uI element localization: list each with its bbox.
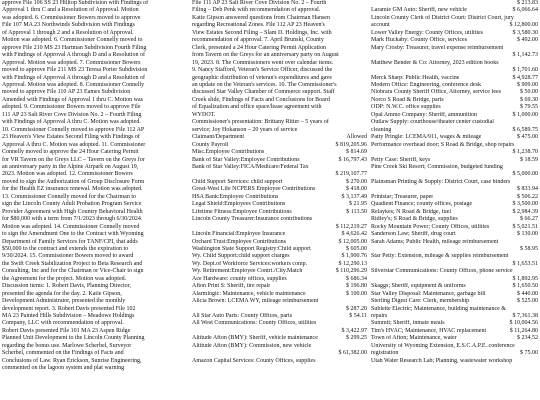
text-line: 10. Commissioner Connelly moved to approve File 112 AP [2,126,145,133]
claim-amount: $ 418.00 [346,186,367,193]
text-line: Approval. Motion was adopted. 7. Commissioner Bowers [2,59,141,66]
text-line: the Agreement for the project. Motion was adopted. [2,275,127,282]
claim-amount: $ 11,264.80 [509,327,538,334]
claim-row [192,134,367,141]
claim-row [371,142,538,149]
text-line: File 107 MA 23 Northwinds Subdivision with Findings [2,22,135,29]
claim-amount: $ 492.00 [517,37,538,44]
claim-amount: $ 69.30 [520,96,538,103]
claimant-label: account [371,22,390,29]
text-line: Filing – Deb Penk with recommendation of approval. [192,7,321,14]
text-line: File 111 AP 23 Salt River Cove Division No. 2 – Fourth [192,0,327,6]
claim-amount: $ 270.00 [346,178,367,185]
claimant-label: Niobrara County Sheriff Office, Attorney, service fees [371,89,502,96]
claim-amount: $ 5,021.51 [512,223,538,230]
claim-amount: $ 66.27 [520,216,538,223]
text-line: Department of Family Services for TANF/CPI, that adds [2,238,138,245]
claim-amount: $ 1,650.50 [512,283,538,290]
claim-row [192,350,367,357]
text-line: Discussion items: 1. Robert Davis, Planning Director, [2,283,131,290]
claimant-label: Sterling Digest Care: Clerk, membership [371,298,470,305]
text-line: Approval A thru C. Motion was adopted. 11. Commissioner [2,141,146,148]
claimant-label: Laramie GM Auto: Sheriff, new vehicle [371,7,467,14]
text-line: service; Joy Hokanson – 20 years of service [192,126,298,133]
claim-amount: $ 50.00 [520,89,538,96]
text-line: Amended with Findings of Approval 1 thru C. Motion was [2,96,143,103]
claimant-label: Quadient Finance; county offices, postage [371,201,473,208]
claimant-label: Norco S Road & Bridge, parts [371,96,444,103]
claim-row [192,186,367,193]
text-line: Approval. Motion was adopted. 8. Commissioner Connelly [2,81,145,88]
claimant-label: Alicia Brown: LCEMA WY, mileage reimbursement [192,298,319,305]
claim-row [371,343,538,350]
claimant-label: Plainsman Printing & Supply: District Court, case binders [371,178,511,185]
claim-row [371,253,538,260]
text-line: Motion was adopted. 14. Commissioner Connelly moved [2,223,140,230]
claim-row [192,320,367,327]
claim-row [192,328,367,335]
claimant-label: All Star Auto Parts: County Offices, parts [192,313,293,320]
text-line: was adopted. 6. Commissioner Bowers moved to approve [2,14,141,21]
claim-row [371,37,538,44]
text-line: 9. Nancy Stafford, Veteran's Service Officer, discussed the [192,67,333,74]
claim-row [371,268,538,275]
text-line: commented on the lagoon system and plat warning [2,365,125,372]
claim-row [371,157,538,164]
claim-amount: $ 12,290.13 [338,260,367,267]
claimant-label: Modern Office: Engineering, conference desk [371,81,482,88]
claim-row [371,231,538,238]
claim-amount: $ 113.50 [346,208,367,215]
claim-row [371,239,538,246]
claim-row [371,320,538,327]
claim-amount: $ 3,137.49 [341,193,367,200]
column-claims-vendors [371,0,538,400]
claim-row [192,253,367,260]
claimant-label: Lincoln County Treasurer:Insurance contributions [192,216,313,223]
claim-amount: $ 506.22 [517,193,538,200]
claimant-label: Merck Sharp: Public Health, vaccine [371,74,460,81]
claim-amount: $ 234.52 [517,335,538,342]
text-line: with Findings of Approval A thru C. Motion was adopted. [2,119,141,126]
claimant-label: All West Communications: County Offices, utilities [192,320,317,327]
claim-row [192,335,367,342]
claim-row [192,142,367,149]
claim-amount: $ 6,589.75 [512,126,538,133]
claimant-label: Altitude Afton (BMY): Commission, new vehicle [192,342,312,349]
text-line: development report. 3. Robert Davis presented File 102 [2,305,136,312]
claimant-label: repairs [371,313,388,320]
claim-row [371,328,538,335]
text-line: 111 AP 23 Salt River Cove Division No. 2 – Fourth Filing [2,111,142,118]
claim-amount: $ 475.00 [517,134,538,141]
claim-amount: $ 3,580.30 [512,29,538,36]
claimant-label: Mark Huckaby: County Office, services [371,37,468,44]
claimant-label: Summit; Sheriff, inmate meals [371,320,445,327]
text-line: discussed Star Valley Chamber of Commerce support. Staff [192,89,335,96]
claimant-label: Ace Hardware: county offices, supplies [192,275,287,282]
claim-amount: $ 110,296.29 [335,268,367,275]
claim-row [192,276,367,283]
claimant-label: Star Valley Disposal: Maintenance, garbage bill [371,290,486,297]
claim-row [371,291,538,298]
claim-row [371,134,538,141]
claim-amount: $ 10,004.56 [509,320,538,327]
text-line: View Estates Second Filing – Slam D. Holdings, Inc. with [192,29,332,36]
claimant-label: Lifetime Fitness:Employee Contributions [192,208,292,215]
text-line: Commissioner's presentation: Brittany Ritter – 5 years of [192,119,329,126]
claim-amount: $ 219,107.77 [335,171,367,178]
claim-row [371,246,538,253]
claimant-label: Wy. Retirement:Employee Contri./City.Match [192,268,303,275]
claim-row [371,149,538,156]
claimant-label: Orchard Trust:Employee Contributions [192,238,286,245]
claim-amount: $ 909.00 [517,81,538,88]
claim-row [192,358,367,365]
claim-row [371,60,538,67]
claimant-label: Printstar; Treasurer, paper [371,193,434,200]
claimant-label: Opal Ammo Company: Sheriff, ammunition [371,111,478,118]
text-line: Motion was adopted. 6. Commissioner Connelly moved to [2,37,143,44]
claimant-label: Wy. Child Support:child support charges [192,253,290,260]
claim-amount: $ 75.00 [520,350,538,357]
claimant-label: Outlaw Supply: courthouse/theater center custodial [371,119,494,126]
text-line: for VR Tavern on the Greys LLC – Tavern on the Greys for [2,156,145,163]
claim-row [371,283,538,290]
claim-row [371,7,538,14]
claim-row [192,201,367,208]
claimant-label: Matthew Bender & Co: Attorney, 2023 edition books [371,59,499,66]
claimant-label: Rocky Mountain Power; County Offices, utilities [371,223,490,230]
claim-amount: $ 1,238.70 [512,149,538,156]
claimant-label: Patty Pringle: LCEMA/911, wages & mileage [371,134,482,141]
claimant-label: registration [371,350,399,357]
claim-row [192,179,367,186]
claim-amount: $ 686.34 [346,275,367,282]
claimant-label: Mary Crosby: Treasurer, travel expense reimbursement [371,44,504,51]
text-line: an anniversary party in the Alpine Airpark on August 19, [2,163,139,170]
claimant-label: Child Support Services: child support [192,178,283,185]
claim-row [192,246,367,253]
text-line: Katie Gipson answered questions from Chairman Hansen [192,14,330,21]
text-line: Creek slide, Findings of Facts and Conclusions for Board [192,96,330,103]
text-line: Approval 1 thru C and a Resolution of Approval. Motion [2,7,139,14]
claim-row [192,224,367,231]
claim-row [192,306,367,313]
text-line: recommendation of approval. 7. April Brunski, County [192,37,324,44]
claim-row [371,179,538,186]
text-line: moved to approve File 211 MS 23 Teresa Porter Subdivision [2,67,148,74]
claimant-label: Performance overhead door; S Road & Bridge, shop repairs [371,141,515,148]
claimant-label: HSA Bank:Employee Contributions [192,193,279,200]
claimant-label: Lincoln County Clerk of District Court: District Court, jury [371,14,514,21]
text-line: from Tavern on the Greys for an anniversary party on August [192,52,339,59]
claim-row [371,216,538,223]
claim-amount: $ 1,701.60 [512,67,538,74]
claim-amount: $ 287.20 [346,305,367,312]
claimant-label: Claimant/Department [192,134,244,141]
claim-row [371,306,538,313]
text-line: Connelly moved to approve the 24 Hour Catering Permit [2,149,139,156]
claim-row [192,149,367,156]
claim-row [371,30,538,37]
claim-amount: $ 58.95 [520,245,538,252]
text-line: Planned Unit Development to the Lincoln County Planning [2,335,145,342]
text-line: for the Health EZ insurance renewal. Motion was adopted. [2,186,143,193]
text-line: Provider Agreement with High Country Behavioral Health [2,208,143,215]
text-line: Conclusions of Law. Ryan Erickson, Sunrise Engineering, [2,357,142,364]
text-line: with Findings of Approval A through D and a Resolution of [2,74,145,81]
claim-amount: $ 814.69 [346,149,367,156]
claim-amount: $ 100.00 [346,290,367,297]
claim-amount: $ 18.59 [520,156,538,163]
claim-row [371,52,538,59]
claim-amount: $ 3,422.97 [341,327,367,334]
claim-amount: $ 16,797.43 [338,156,367,163]
claimant-label: Sarah Adams; Public Health, mileage reimbursement [371,238,499,245]
claim-row [371,119,538,126]
claim-row [192,298,367,305]
claim-row [192,157,367,164]
claim-row [371,97,538,104]
claim-row [371,112,538,119]
claim-amount: $ 299.25 [346,335,367,342]
text-line: with Findings of Approval A through D and a Resolution of [2,52,145,59]
claim-row [192,171,367,178]
claim-amount: $ 1,892.95 [512,275,538,282]
claim-amount: $ 61,382.00 [338,350,367,357]
claim-amount: $ 819,205.96 [335,141,367,148]
claim-row [371,261,538,268]
claim-row [192,313,367,320]
column-minutes [2,0,188,400]
claim-amount: $ 213.83 [517,0,538,6]
claimant-label: Skaggs; Sheriff, equipment & uniforms [371,283,466,290]
claim-row [371,224,538,231]
claim-amount: $ 79.55 [520,104,538,111]
claim-row [371,335,538,342]
text-line: of Approval 1 through 2 and a Resolution of Approval. [2,29,134,36]
claimant-label: Alarmlogic: Maintenance, vehicle maintenance [192,290,306,297]
claimant-label: Sanderson Law; Sheriff, drug court [371,231,456,238]
text-line: presented the agenda for the day. 2. Katie Gipson, [2,290,122,297]
claim-row [192,231,367,238]
claimant-label: Lincoln Financial:Employee Insurance [192,231,286,238]
claimant-label: Ridley's; S Road & Bridge, supplies [371,216,458,223]
claim-row [192,291,367,298]
text-line: Robert Davis presented File 101 MA 23 Aspen Ridge [2,327,131,334]
claim-amount: $ 833.94 [517,186,538,193]
claimant-label: Wy. Dept.of Workforce Services:workers comp. [192,260,308,267]
text-line: for $80,000 with a term from 7/1/2023 through 6/30/2024. [2,216,143,223]
claim-amount: $ 1,000.00 [512,111,538,118]
claim-row [371,358,538,365]
text-line: Company, LLC with recommendation of approval. [2,320,124,327]
text-line: of Equalization and office space/lease agreement with [192,104,322,111]
claim-row [192,283,367,290]
claimant-label: Sublette Electric; Maintenance, building maintenance & [371,305,506,312]
column-claims-continued [192,0,367,400]
claim-row [192,239,367,246]
text-line: the Swift Creek Stabilization Project to Beta Research and [2,260,143,267]
claim-row [371,89,538,96]
text-line: Scherbel, commented on the Findings of Facts and [2,350,124,357]
claim-amount: $ 2,984.39 [512,208,538,215]
text-line: 2023. Motion was adopted. 12. Commissioner Bowers [2,171,133,178]
claim-amount: $ 54.11 [349,313,367,320]
claim-amount: $ 1,142.73 [512,52,538,59]
claimant-label: Afton Print S: Sheriff, tire repair [192,283,271,290]
claim-amount: $ 440.00 [517,290,538,297]
text-line: approve File 106 SS 23 Hilltop Subdivision with Findings of [2,0,149,6]
claim-row [192,209,367,216]
text-line: $50,000 to the contract and extends the expiration to [2,245,129,252]
claim-amount: $ 1,900.76 [341,253,367,260]
claim-row [192,194,367,201]
claimant-label: Bank of Star Valley:FICA/Medicare/Federal Tax [192,163,309,170]
text-line: regarding the bonus use. Marlowe Scherbel, Surveyor [2,342,132,349]
claim-amount: $ 605.00 [346,245,367,252]
claimant-label: University of Wyoming Extension, E.S.C.A.P.E. conference [371,342,515,349]
claim-amount: $ 12,005.00 [338,238,367,245]
text-line: approve File 210 MS 23 Hartman Subdivision Fourth Filing [2,44,147,51]
claim-row [371,127,538,134]
claimant-label: Lower Valley Energy: County Offices, utilities [371,29,483,36]
claimant-label: Town of Afton; Maintenance, water [371,335,457,342]
claimant-label: Petty Case: Sheriff, keys [371,156,431,163]
claim-amount: Allowed [346,134,367,141]
claim-amount: $ 130.00 [517,231,538,238]
text-line: regarding Recreational Zones. File 112 AP 23 Heaven's [192,22,325,29]
claim-amount: $ 21.95 [349,201,367,208]
text-line: MA 23 Painted Hills Subdivision – Meadows Holdings [2,313,135,320]
text-line: WYDOT. [192,111,216,118]
text-line: 19, 2023. 8. The Commissioners went over calendar items. [192,59,334,66]
claim-amount: $ 1,653.51 [512,260,538,267]
text-line: 23 Heaven's View Estates Second Filing with Findings of [2,134,140,141]
claimant-label: Silverstar Communications: County Offices, phone service [371,268,513,275]
text-line: geographic distribution of veteran's expenditures and gave [192,74,333,81]
claimant-label: Amazon Capital Services: County Offices, supplies [192,357,316,364]
claim-row [371,104,538,111]
claimant-label: Great-West Life NCPERS Employee Contributions [192,186,316,193]
claimant-label: Washington State Support Registry:Child support [192,245,311,252]
claimant-label: Altitude Afton (BMY): Sheriff, vehicle maintenance [192,335,318,342]
text-line: Development Administrator, presented the monthly [2,298,126,305]
claim-amount: $ 3,500.00 [512,201,538,208]
claim-row [192,268,367,275]
claimant-label: ODP: N.W.C. office supplies [371,104,441,111]
claim-amount: $ 4,626.42 [341,231,367,238]
claim-amount: $ 525.00 [517,298,538,305]
claim-amount: $ 12,800.00 [509,22,538,29]
text-line: 9/30/2024. 15. Commissioner Bowers moved to award [2,253,134,260]
claim-row [371,209,538,216]
claimant-label: Legal Shield:Employees Contributions [192,201,286,208]
claim-row [371,186,538,193]
claim-amount: $ 7,361.38 [512,313,538,320]
text-line: adopted. 9. Commissioner Bowers moved to approve File [2,104,141,111]
claimant-label: Pine Creek Ski Resort; Commission, budgeted funding [371,163,503,170]
text-line: moved to sign the Authorization of Group Disclosure Form [2,178,145,185]
claim-row [371,171,538,178]
claim-amount: $ 196.80 [346,283,367,290]
text-line: Clerk, presented a 24 Hour Catering Permit Application [192,44,326,51]
text-line: Consulting, Inc and for the Chairman or Vice-Chair to sign [2,268,144,275]
claim-row [371,75,538,82]
claimant-label: Tim's HVAC; Maintenance, HVAC replacement [371,327,487,334]
claimant-label: Misc.Employee Contributions [192,149,265,156]
claim-row [371,67,538,74]
claim-row [371,22,538,29]
claimant-label: Relaykes; N Road & Bridge, fuel [371,208,451,215]
claim-row [371,298,538,305]
text-line: to sign the Amendment One to the Contract with Wyoming [2,231,144,238]
claimant-label: cleaning [371,126,392,133]
claim-row [371,350,538,357]
text-line: 13. Commissioner Connelly moved for the Chairman to [2,193,136,200]
text-line: sign the Lincoln County Adult Probation Program Service [2,201,142,208]
claimant-label: Star Petty: Extension, mileage & supplies reimbursement [371,253,509,260]
claim-amount: $ 4,928.77 [512,74,538,81]
claimant-label: Utah Water Research Lab; Planning, wastewater workshop [371,357,513,364]
claim-amount: $ 5,000.00 [512,171,538,178]
claim-row [371,82,538,89]
claim-amount: $ 6,066.64 [512,7,538,14]
claim-amount: $ 112,219.27 [335,223,367,230]
claimant-label: County Payroll [192,141,229,148]
text-line: moved to approve File 110 AP 23 Eames Subdivision [2,89,131,96]
text-line: an update on the Veteran's services. 10. The Commissioner's [192,81,337,88]
claim-row [192,216,367,223]
claimant-label: Bank of Star Valley:Employee Contributions [192,156,300,163]
claim-row [371,201,538,208]
